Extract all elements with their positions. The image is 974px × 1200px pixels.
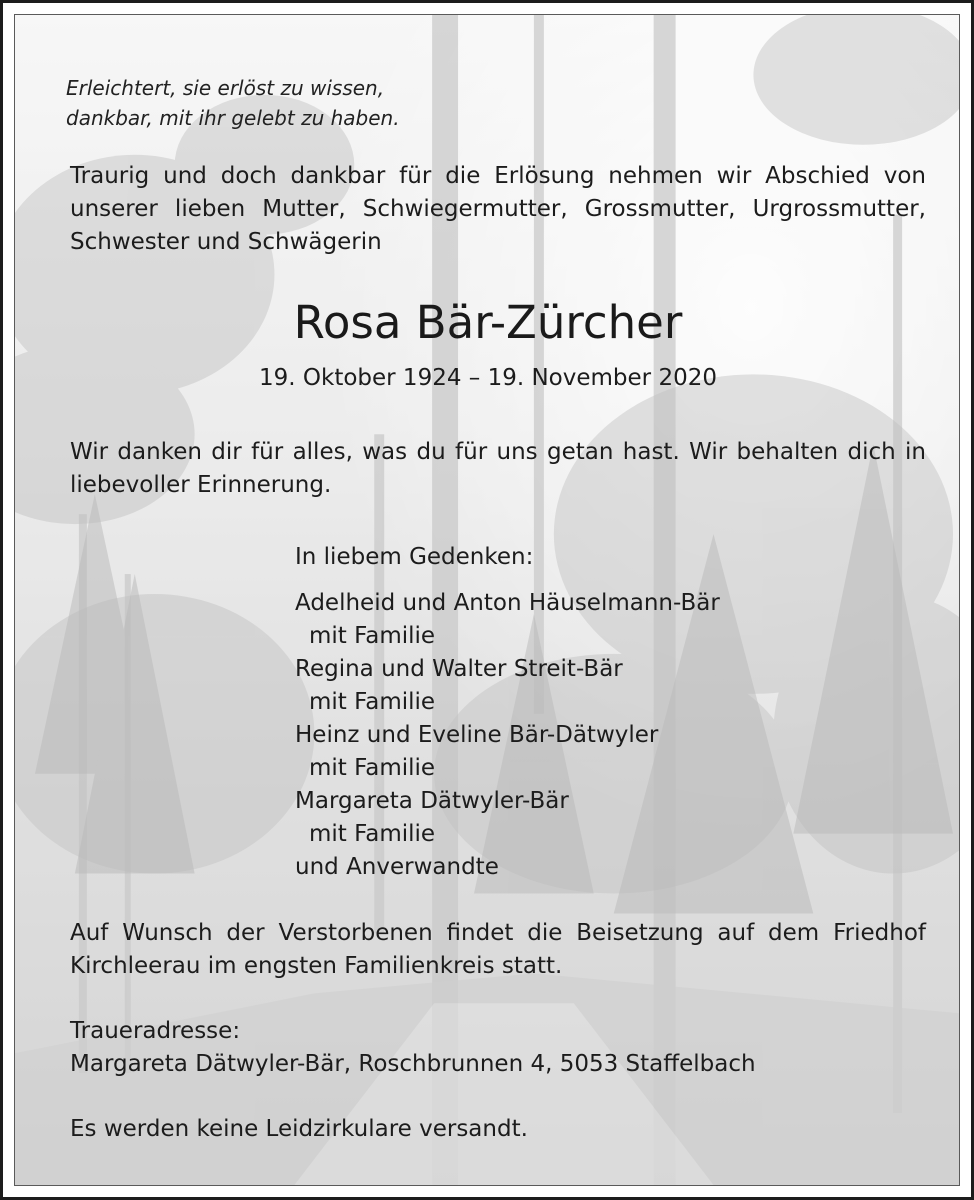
mourners-closing: und Anverwandte	[295, 854, 499, 880]
mourners-list	[295, 541, 720, 884]
mourning-address	[70, 1015, 756, 1081]
deceased-name: Rosa Bär-Zürcher	[293, 296, 683, 349]
closing-note: Es werden keine Leidzirkulare versandt.	[70, 1116, 528, 1142]
mourner-name: Regina und Walter Streit-Bär	[295, 656, 623, 682]
mourner-note: mit Familie	[309, 623, 436, 649]
thanks-paragraph: Wir danken dir für alles, was du für uns getan hast. Wir behalten dich in liebevoller Erinnerung.	[70, 439, 926, 498]
life-dates: 19. Oktober 1924 – 19. November 2020	[259, 365, 717, 391]
motto-line: Erleichtert, sie erlöst zu wissen,	[66, 76, 385, 100]
motto-verse	[66, 73, 400, 133]
address-label: Traueradresse:	[70, 1018, 241, 1044]
mourner-note: mit Familie	[309, 821, 436, 847]
mourner-name: Heinz und Eveline Bär-Dätwyler	[295, 722, 659, 748]
address-value: Margareta Dätwyler-Bär, Roschbrunnen 4, 5053 Staffelbach	[70, 1051, 756, 1077]
burial-paragraph: Auf Wunsch der Verstorbenen findet die Beisetzung auf dem Friedhof Kirchleerau im engsten Familienkreis statt.	[70, 920, 926, 979]
mourner-note: mit Familie	[309, 755, 436, 781]
mourner-note: mit Familie	[309, 689, 436, 715]
obituary-card	[14, 14, 960, 1186]
obituary-text	[15, 15, 960, 1186]
mourners-heading: In liebem Gedenken:	[295, 544, 534, 570]
mourner-name: Adelheid und Anton Häuselmann-Bär	[295, 590, 720, 616]
intro-paragraph: Traurig und doch dankbar für die Erlösung nehmen wir Abschied von unserer lieben Mutter, Schwiegermutter, Grossmutter, Urgrossmutter, Schwester und Schwägerin	[70, 163, 926, 255]
motto-line: dankbar, mit ihr gelebt zu haben.	[66, 106, 400, 130]
mourner-name: Margareta Dätwyler-Bär	[295, 788, 569, 814]
